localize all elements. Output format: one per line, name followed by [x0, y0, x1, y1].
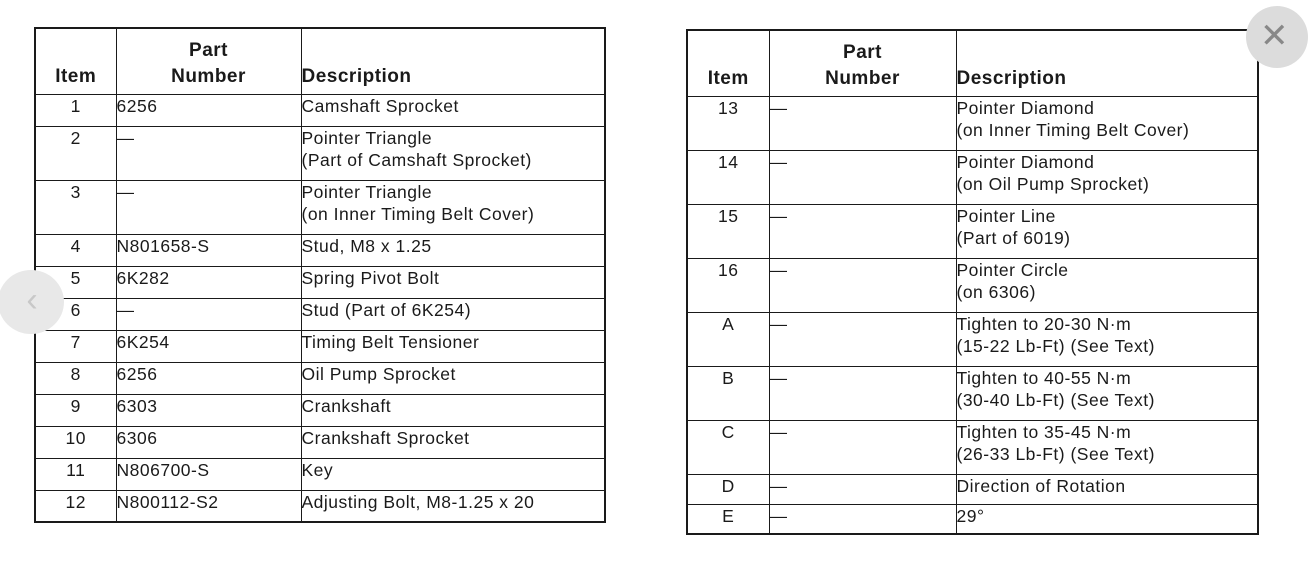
item-cell: 1 — [35, 94, 116, 126]
parts-table-right — [686, 29, 1259, 535]
header-description: Description — [301, 28, 605, 94]
item-cell: 6 — [35, 298, 116, 330]
item-cell: 4 — [35, 234, 116, 266]
table-row — [35, 234, 605, 266]
part-number-cell: 6303 — [116, 394, 301, 426]
description-cell: Pointer Circle (on 6306) — [956, 258, 1258, 312]
right-table-body — [687, 96, 1258, 534]
description-cell: Pointer Line (Part of 6019) — [956, 204, 1258, 258]
description-cell: Tighten to 35-45 N·m (26-33 Lb-Ft) (See Text) — [956, 420, 1258, 474]
description-cell: Tighten to 40-55 N·m (30-40 Lb-Ft) (See Text) — [956, 366, 1258, 420]
description-cell: Pointer Diamond (on Oil Pump Sprocket) — [956, 150, 1258, 204]
header-item: Item — [687, 30, 769, 96]
table-row — [35, 126, 605, 180]
description-cell: Tighten to 20-30 N·m (15-22 Lb-Ft) (See Text) — [956, 312, 1258, 366]
item-cell: 14 — [687, 150, 769, 204]
table-row — [35, 426, 605, 458]
part-number-cell: — — [769, 204, 956, 258]
item-cell: 7 — [35, 330, 116, 362]
part-number-cell: 6K254 — [116, 330, 301, 362]
close-icon[interactable]: ✕ — [1246, 6, 1308, 68]
description-cell: Timing Belt Tensioner — [301, 330, 605, 362]
part-number-cell: — — [769, 420, 956, 474]
part-number-cell: 6306 — [116, 426, 301, 458]
description-cell: Stud (Part of 6K254) — [301, 298, 605, 330]
table-row — [687, 366, 1258, 420]
part-number-cell: 6256 — [116, 362, 301, 394]
part-number-cell: — — [769, 504, 956, 534]
left-table-body — [35, 94, 605, 522]
item-cell: 2 — [35, 126, 116, 180]
description-cell: Direction of Rotation — [956, 474, 1258, 504]
description-cell: Camshaft Sprocket — [301, 94, 605, 126]
item-cell: 10 — [35, 426, 116, 458]
item-cell: D — [687, 474, 769, 504]
table-row — [687, 420, 1258, 474]
table-row — [35, 266, 605, 298]
part-number-cell: — — [769, 150, 956, 204]
part-number-cell: — — [769, 258, 956, 312]
description-cell: Adjusting Bolt, M8-1.25 x 20 — [301, 490, 605, 522]
part-number-cell: — — [116, 298, 301, 330]
table-row — [35, 394, 605, 426]
part-number-cell: — — [769, 366, 956, 420]
part-number-cell: — — [769, 312, 956, 366]
item-cell: A — [687, 312, 769, 366]
item-cell: 11 — [35, 458, 116, 490]
item-cell: 15 — [687, 204, 769, 258]
table-row — [35, 298, 605, 330]
item-cell: 9 — [35, 394, 116, 426]
part-number-cell: 6256 — [116, 94, 301, 126]
header-part-number: Part Number — [116, 28, 301, 94]
description-cell: Pointer Triangle (on Inner Timing Belt Cover) — [301, 180, 605, 234]
part-number-cell: N801658-S — [116, 234, 301, 266]
description-cell: 29° — [956, 504, 1258, 534]
description-cell: Stud, M8 x 1.25 — [301, 234, 605, 266]
item-cell: 8 — [35, 362, 116, 394]
header-part-number: Part Number — [769, 30, 956, 96]
part-number-cell: N800112-S2 — [116, 490, 301, 522]
item-cell: E — [687, 504, 769, 534]
part-number-cell: N806700-S — [116, 458, 301, 490]
item-cell: 13 — [687, 96, 769, 150]
table-row — [687, 204, 1258, 258]
table-row — [687, 258, 1258, 312]
description-cell: Spring Pivot Bolt — [301, 266, 605, 298]
table-row — [687, 504, 1258, 534]
parts-table-left — [34, 27, 606, 523]
part-number-cell: — — [116, 180, 301, 234]
table-row — [687, 312, 1258, 366]
description-cell: Crankshaft Sprocket — [301, 426, 605, 458]
description-cell: Crankshaft — [301, 394, 605, 426]
item-cell: 3 — [35, 180, 116, 234]
table-row — [687, 474, 1258, 504]
description-cell: Pointer Diamond (on Inner Timing Belt Cover) — [956, 96, 1258, 150]
description-cell: Oil Pump Sprocket — [301, 362, 605, 394]
description-cell: Key — [301, 458, 605, 490]
item-cell: 5 — [35, 266, 116, 298]
description-cell: Pointer Triangle (Part of Camshaft Sprocket) — [301, 126, 605, 180]
table-row — [687, 96, 1258, 150]
table-row — [35, 180, 605, 234]
item-cell: 16 — [687, 258, 769, 312]
table-row — [35, 94, 605, 126]
table-row — [35, 458, 605, 490]
item-cell: C — [687, 420, 769, 474]
table-row — [687, 150, 1258, 204]
table-row — [35, 362, 605, 394]
table-row — [35, 330, 605, 362]
table-row — [35, 490, 605, 522]
header-item: Item — [35, 28, 116, 94]
item-cell: 12 — [35, 490, 116, 522]
item-cell: B — [687, 366, 769, 420]
part-number-cell: — — [769, 96, 956, 150]
part-number-cell: — — [769, 474, 956, 504]
part-number-cell: 6K282 — [116, 266, 301, 298]
header-description: Description — [956, 30, 1258, 96]
previous-arrow-icon[interactable]: ‹ — [0, 270, 64, 334]
part-number-cell: — — [116, 126, 301, 180]
